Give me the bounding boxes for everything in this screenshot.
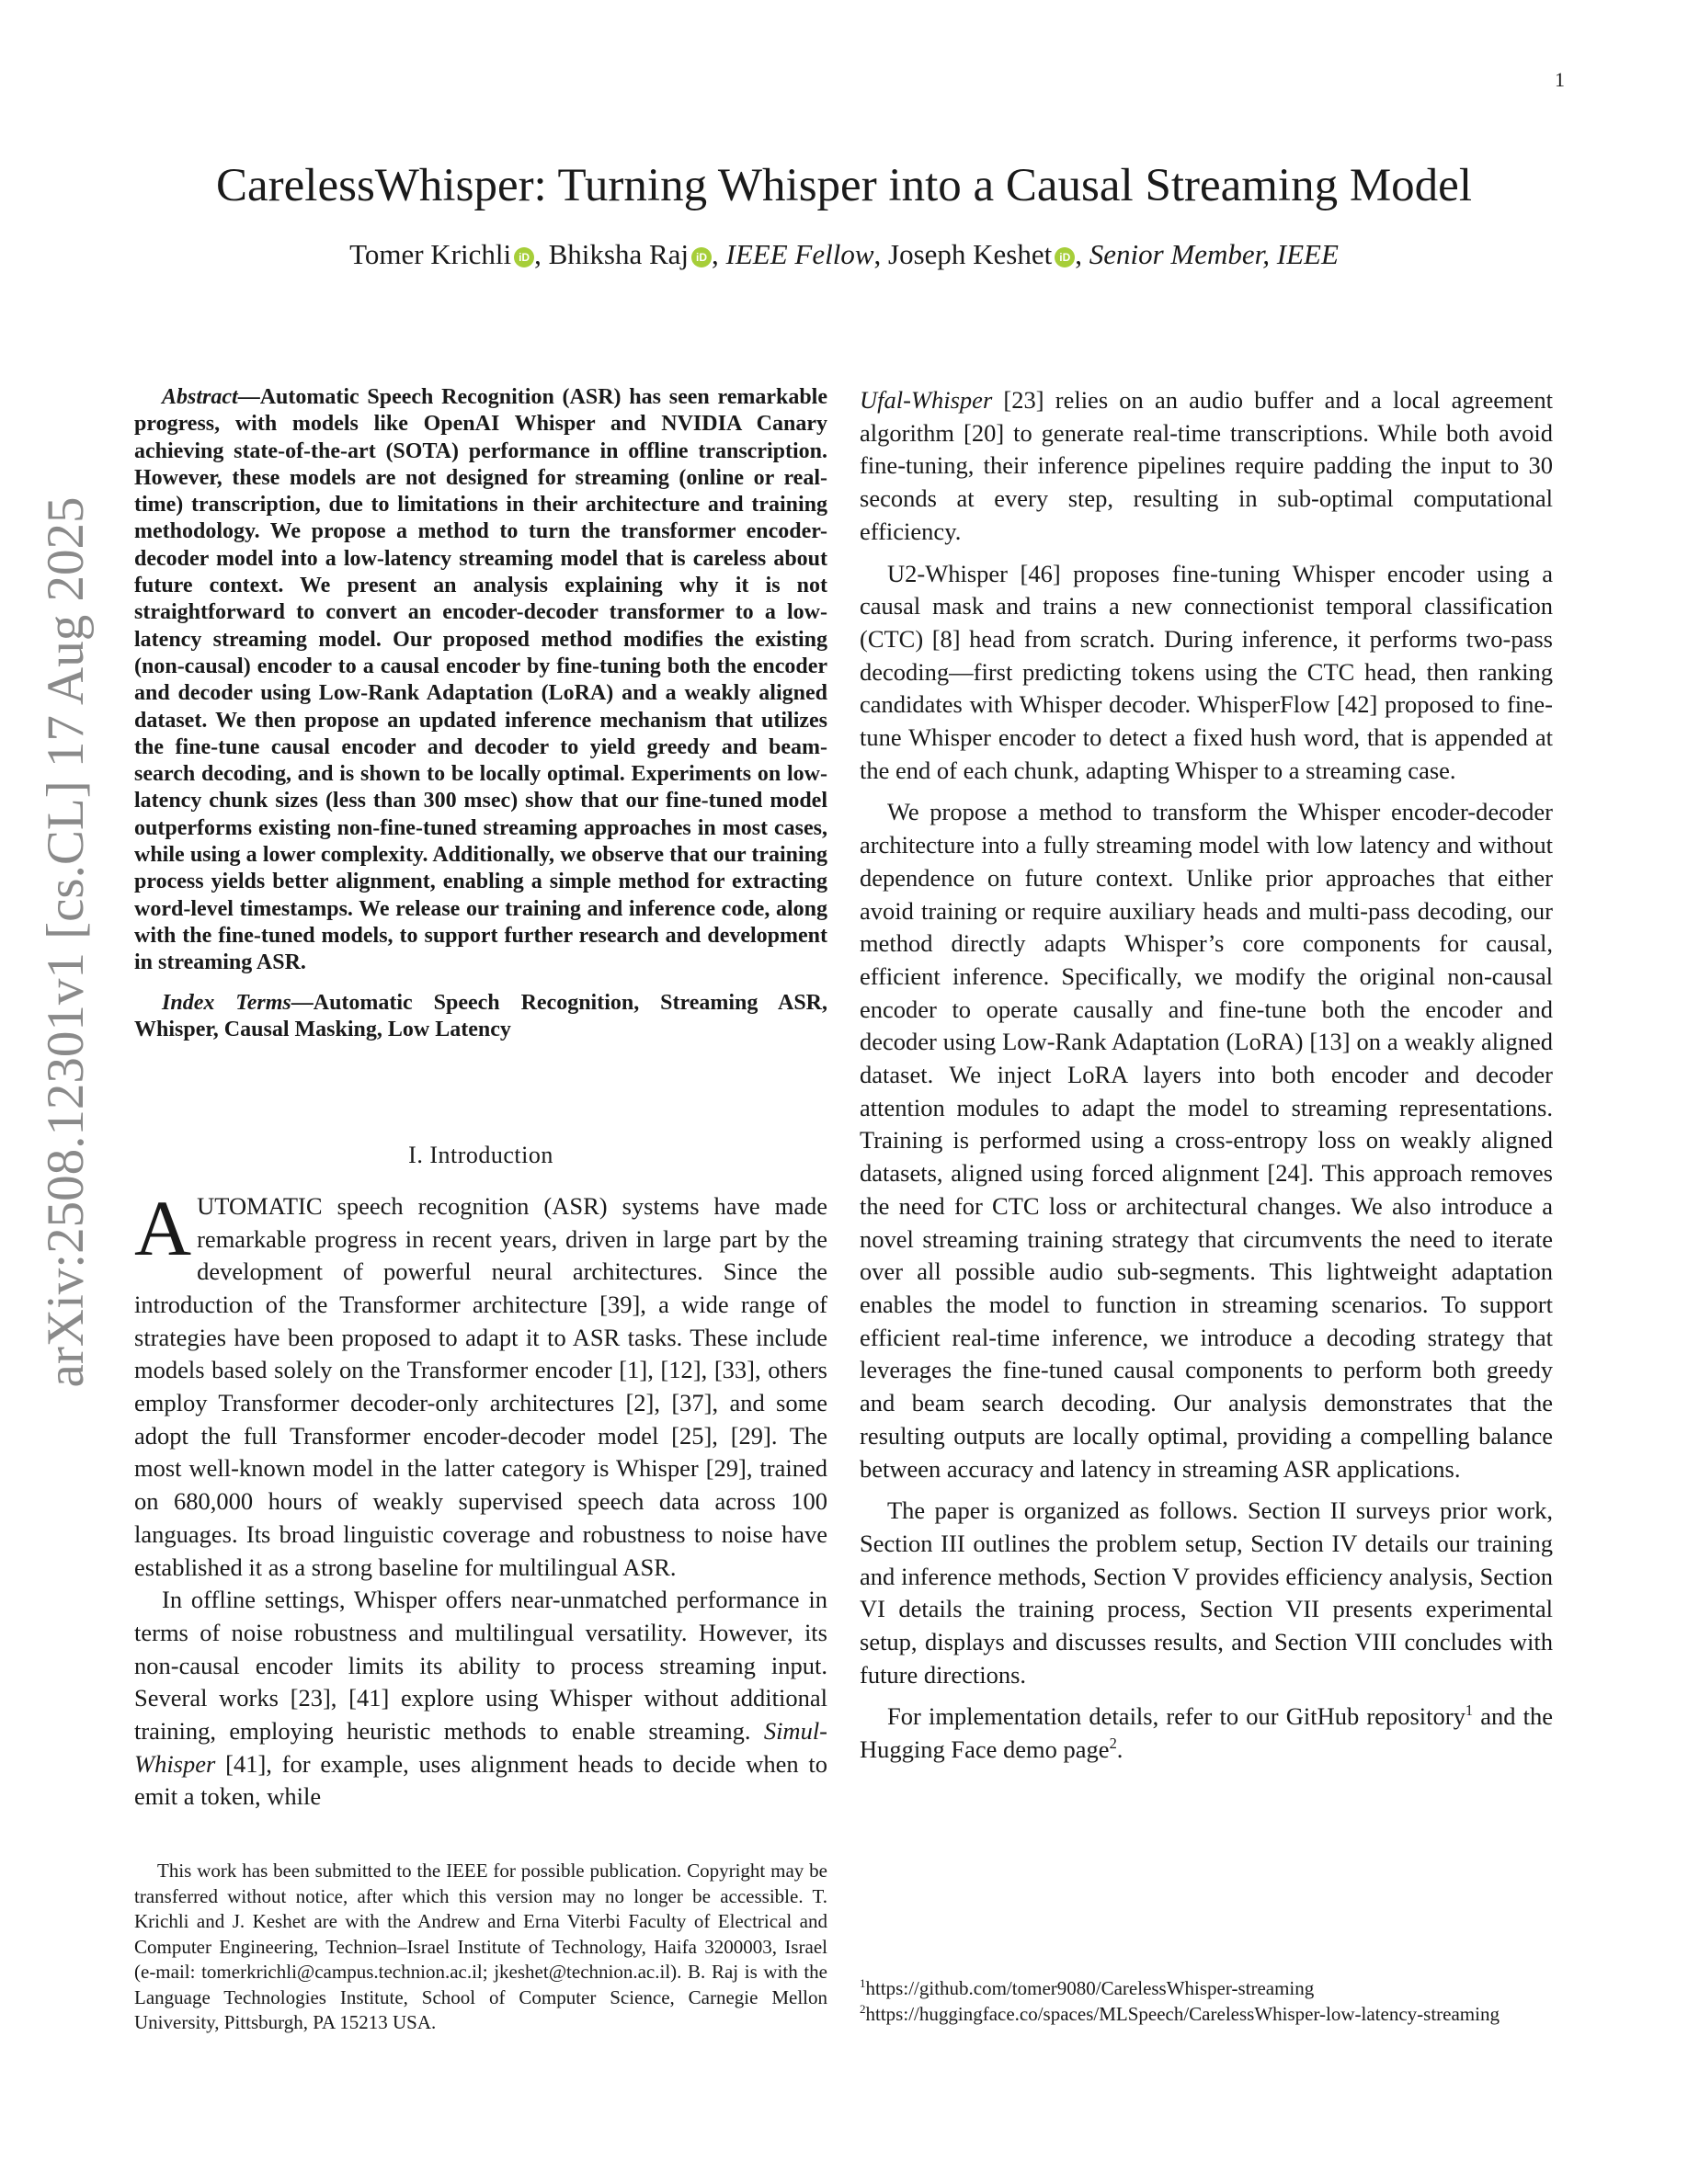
author-role: IEEE Fellow: [725, 238, 874, 270]
paragraph-text: [23] relies on an audio buffer and a local agreement algorithm [20] to generate real-time transcriptions. While both avoid fine-tuning, their inference pipelines require padding the input to 30 seconds at every step, resulting in sub-optimal computational efficiency.: [860, 386, 1553, 545]
intro-paragraph-2: [134, 1584, 827, 1814]
orcid-icon[interactable]: iD: [514, 247, 534, 267]
method-name: Ufal-Whisper: [860, 386, 993, 414]
intro-paragraph-3: U2-Whisper [46] proposes fine-tuning Whisper encoder using a causal mask and trains a new connectionist temporal classification (CTC) [8] head from scratch. During inference, it performs two-pass decoding—first predicting tokens using the CTC head, then ranking candidates with Whisper decoder. WhisperFlow [42] proposed to fine-tune Whisper encoder to detect a fixed hush word, that is appended at the end of each chunk, adapting Whisper to a streaming case.: [860, 559, 1553, 784]
footnote-ref[interactable]: 1: [1465, 1701, 1474, 1720]
orcid-icon[interactable]: iD: [691, 247, 712, 267]
right-column: [860, 384, 1553, 1767]
footnote-marker: 2: [860, 2001, 866, 2016]
drop-cap: A: [134, 1183, 192, 1272]
section-heading: I. Introduction: [408, 1142, 553, 1169]
method-name: Simul-Whisper: [134, 1717, 827, 1778]
footnote-link[interactable]: https://github.com/tomer9080/CarelessWhisper-streaming: [865, 1977, 1315, 1999]
author-role: Senior Member, IEEE: [1089, 238, 1339, 270]
abstract: [134, 384, 827, 977]
author-name: Tomer Krichli: [349, 238, 512, 270]
author-separator: ,: [873, 238, 888, 270]
intro-paragraph-2-continued: [860, 384, 1553, 549]
intro-paragraph-1: [134, 1183, 827, 1584]
page-number: 1: [1555, 68, 1565, 91]
index-terms-label: Index Terms: [162, 990, 291, 1015]
left-column: [134, 384, 827, 1814]
arxiv-identifier-stamp: arXiv:2508.12301v1 [cs.CL] 17 Aug 2025: [37, 496, 95, 1388]
paragraph-text: [41], for example, uses alignment heads to decide when to emit a token, while: [134, 1749, 827, 1811]
footnote-ref[interactable]: 2: [1109, 1735, 1117, 1753]
footnote-item: [860, 1976, 1553, 2002]
author-name: Bhiksha Raj: [548, 238, 690, 270]
orcid-icon[interactable]: iD: [1055, 247, 1075, 267]
abstract-text: —Automatic Speech Recognition (ASR) has seen remarkable progress, with models like OpenAI Whisper and NVIDIA Canary achieving state-of-the-art (SOTA) performance in offline transcription. However, these models are not designed for streaming (online or real-time) transcription, due to limitations in their architecture and training methodology. We propose a method to turn the transformer encoder-decoder model into a low-latency streaming model that is careless about future context. We present an analysis explaining why it is not straightforward to convert an encoder-decoder transformer to a low-latency streaming model. Our proposed method modifies the existing (non-causal) encoder to a causal encoder by fine-tuning both the encoder and decoder using Low-Rank Adaptation (LoRA) and a weakly aligned dataset. We then propose an updated inference mechanism that utilizes the fine-tune causal encoder and decoder to yield greedy and beam-search decoding, and is shown to be locally optimal. Experiments on low-latency chunk sizes (less than 300 msec) show that our fine-tuned model outperforms existing non-fine-tuned streaming approaches in most cases, while using a lower complexity. Additionally, we observe that our training process yields better alignment, enabling a simple method for extracting word-level timestamps. We release our training and inference code, along with the fine-tuned models, to support further research and development in streaming ASR.: [134, 385, 827, 975]
index-terms-text: —Automatic Speech Recognition, Streaming ASR, Whisper, Causal Masking, Low Latency: [134, 990, 828, 1041]
paragraph-text: .: [1116, 1735, 1123, 1764]
paper-title: CarelessWhisper: Turning Whisper into a Causal Streaming Model: [216, 160, 1472, 211]
intro-paragraph-4: We propose a method to transform the Whisper encoder-decoder architecture into a fully streaming model with low latency and without dependence on future context. Unlike prior approaches that either avoid training or require auxiliary heads and multi-pass decoding, our method directly adapts Whisper’s core components for causal, efficient inference. Specifically, we modify the original non-causal encoder to operate causally and fine-tune both the encoder and decoder using Low-Rank Adaptation (LoRA) [13] on a weakly aligned dataset. We inject LoRA layers into both encoder and decoder attention modules to adapt the model to streaming representations. Training is performed using a cross-entropy loss on weakly aligned datasets, aligned using forced alignment [24]. This approach removes the need for CTC loss or architectural changes. We also introduce a novel streaming training strategy that circumvents the need to iterate over all possible audio sub-segments. This lightweight adaptation enables the model to function in streaming scenarios. To support efficient real-time inference, we introduce a decoding strategy that leverages the fine-tuned causal components to perform both greedy and beam search decoding. Our analysis demonstrates that the resulting outputs are locally optimal, providing a compelling balance between accuracy and latency in streaming ASR applications.: [860, 798, 1553, 1483]
author-separator: ,: [534, 238, 549, 270]
intro-paragraph-6: [860, 1701, 1553, 1766]
intro-paragraph-1-text: UTOMATIC speech recognition (ASR) systems have made remarkable progress in recent years, driven in large part by the development of powerful neural architectures. Since the introduction of the Transformer architecture [39], a wide range of strategies have been proposed to adapt it to ASR tasks. These include models based solely on the Transformer encoder [1], [12], [33], others employ Transformer decoder-only architectures [2], [37], and some adopt the full Transformer encoder-decoder model [25], [29]. The most well-known model in the latter category is Whisper [29], trained on 680,000 hours of weakly supervised speech data across 100 languages. Its broad linguistic coverage and robustness to noise have established it as a strong baseline for multilingual ASR.: [134, 1191, 827, 1581]
footnote-link[interactable]: https://huggingface.co/spaces/MLSpeech/CarelessWhisper-low-latency-streaming: [865, 2002, 1500, 2025]
copyright-footnote: This work has been submitted to the IEEE for possible publication. Copyright may be transferred without notice, after which this version may no longer be accessible. T. Krichli and J. Keshet are with the Andrew and Erna Viterbi Faculty of Electrical and Computer Engineering, Technion–Israel Institute of Technology, Haifa 3200003, Israel (e-mail: tomerkrichli@campus.technion.ac.il; jkeshet@technion.ac.il). B. Raj is with the Language Technologies Institute, School of Computer Science, Carnegie Mellon University, Pittsburgh, PA 15213 USA.: [134, 1860, 827, 2033]
author-separator: ,: [712, 238, 726, 270]
paragraph-text: and the Hugging Face demo page: [860, 1702, 1553, 1764]
index-terms: [134, 990, 827, 1044]
intro-paragraph-5: The paper is organized as follows. Section II surveys prior work, Section III outlines the problem setup, Section IV details our training and inference methods, Section V provides efficiency analysis, Section VI details the training process, Section VII presents experimental setup, displays and discusses results, and Section VIII concludes with future directions.: [860, 1496, 1553, 1689]
footnotes: [860, 1976, 1553, 2027]
abstract-label: Abstract: [162, 385, 238, 409]
footnote-marker: 1: [860, 1976, 866, 1990]
paragraph-text: In offline settings, Whisper offers near-unmatched performance in terms of noise robustness and multilingual versatility. However, its non-causal encoder limits its ability to process streaming input. Several works [23], [41] explore using Whisper without additional training, employing heuristic methods to enable streaming.: [134, 1586, 827, 1746]
author-separator: ,: [1075, 238, 1089, 270]
paragraph-text: For implementation details, refer to our GitHub repository: [887, 1702, 1466, 1731]
author-name: Joseph Keshet: [888, 238, 1053, 270]
author-line: [0, 235, 1688, 274]
footnote-item: [860, 2002, 1553, 2028]
